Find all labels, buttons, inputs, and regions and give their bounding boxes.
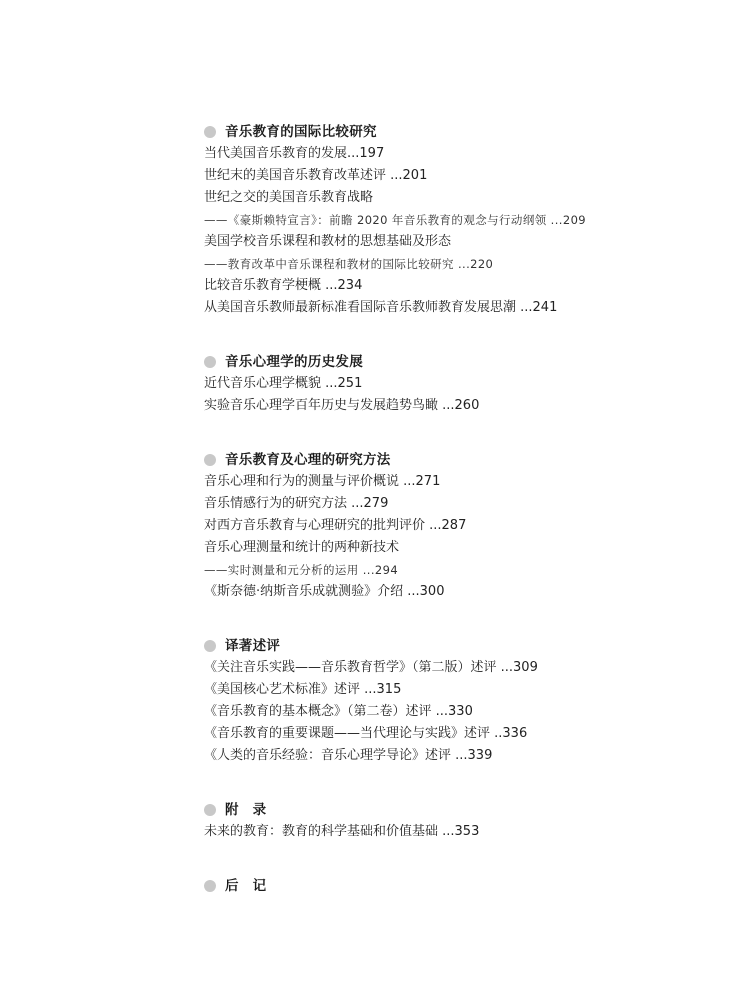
section-heading bbox=[204, 121, 724, 143]
bullet-dot-icon bbox=[204, 640, 216, 652]
toc-entry: 对西方音乐教育与心理研究的批判评价 ...287 bbox=[204, 518, 467, 533]
toc-entry: 世纪末的美国音乐教育改革述评 ...201 bbox=[204, 168, 428, 183]
bullet-dot-icon bbox=[204, 356, 216, 368]
toc-entry: 《斯奈德·纳斯音乐成就测验》介绍 ...300 bbox=[204, 584, 445, 599]
section-title: 附 录 bbox=[225, 802, 267, 818]
section-heading bbox=[204, 799, 724, 821]
toc-entry: 当代美国音乐教育的发展...197 bbox=[204, 146, 385, 161]
toc-section-afterword bbox=[204, 875, 724, 897]
toc-entry: 《人类的音乐经验：音乐心理学导论》述评 ...339 bbox=[204, 748, 493, 763]
section-title: 音乐教育及心理的研究方法 bbox=[225, 452, 391, 468]
section-gap bbox=[204, 319, 724, 351]
bullet-dot-icon bbox=[204, 880, 216, 892]
toc-entry-subtitle: ——实时测量和元分析的运用 ...294 bbox=[204, 563, 399, 577]
toc-entry-subtitle: ——《豪斯赖特宣言》：前瞻 2020 年音乐教育的观念与行动纲领 ...209 bbox=[204, 213, 586, 227]
toc-entry: 未来的教育：教育的科学基础和价值基础 ...353 bbox=[204, 824, 480, 839]
toc-entry-subtitle: ——教育改革中音乐课程和教材的国际比较研究 ...220 bbox=[204, 257, 494, 271]
toc-section-appendix bbox=[204, 799, 724, 843]
toc-entry: 从美国音乐教师最新标准看国际音乐教师教育发展思潮 ...241 bbox=[204, 300, 558, 315]
toc-section-research-methods bbox=[204, 449, 724, 603]
section-gap bbox=[204, 843, 724, 875]
section-title: 后 记 bbox=[225, 878, 267, 894]
bullet-dot-icon bbox=[204, 804, 216, 816]
toc-section-international-comparison bbox=[204, 121, 724, 319]
bullet-dot-icon bbox=[204, 454, 216, 466]
toc-section-music-psychology-history bbox=[204, 351, 724, 417]
toc-entry: 比较音乐教育学梗概 ...234 bbox=[204, 278, 363, 293]
toc-entry: 《音乐教育的重要课题——当代理论与实践》述评 ..336 bbox=[204, 726, 528, 741]
bullet-dot-icon bbox=[204, 126, 216, 138]
section-title: 音乐教育的国际比较研究 bbox=[225, 124, 377, 140]
toc-entry: 音乐心理测量和统计的两种新技术 bbox=[204, 540, 400, 555]
toc-entry: 《音乐教育的基本概念》（第二卷）述评 ...330 bbox=[204, 704, 473, 719]
toc-entry: 《美国核心艺术标准》述评 ...315 bbox=[204, 682, 402, 697]
toc-entry: 《关注音乐实践——音乐教育哲学》（第二版）述评 ...309 bbox=[204, 660, 538, 675]
toc-entry: 美国学校音乐课程和教材的思想基础及形态 bbox=[204, 234, 452, 249]
section-heading bbox=[204, 351, 724, 373]
section-title: 音乐心理学的历史发展 bbox=[225, 354, 363, 370]
section-gap bbox=[204, 603, 724, 635]
section-heading bbox=[204, 449, 724, 471]
toc-entry: 实验音乐心理学百年历史与发展趋势鸟瞰 ...260 bbox=[204, 398, 480, 413]
toc-entry: 音乐心理和行为的测量与评价概说 ...271 bbox=[204, 474, 441, 489]
toc-entry: 世纪之交的美国音乐教育战略 bbox=[204, 190, 374, 205]
toc-section-translation-reviews bbox=[204, 635, 724, 767]
toc-entry: 近代音乐心理学概貌 ...251 bbox=[204, 376, 363, 391]
section-title: 译著述评 bbox=[225, 638, 281, 654]
section-heading bbox=[204, 875, 724, 897]
toc-entry: 音乐情感行为的研究方法 ...279 bbox=[204, 496, 389, 511]
table-of-contents bbox=[204, 121, 724, 897]
section-gap bbox=[204, 417, 724, 449]
section-heading bbox=[204, 635, 724, 657]
section-gap bbox=[204, 767, 724, 799]
